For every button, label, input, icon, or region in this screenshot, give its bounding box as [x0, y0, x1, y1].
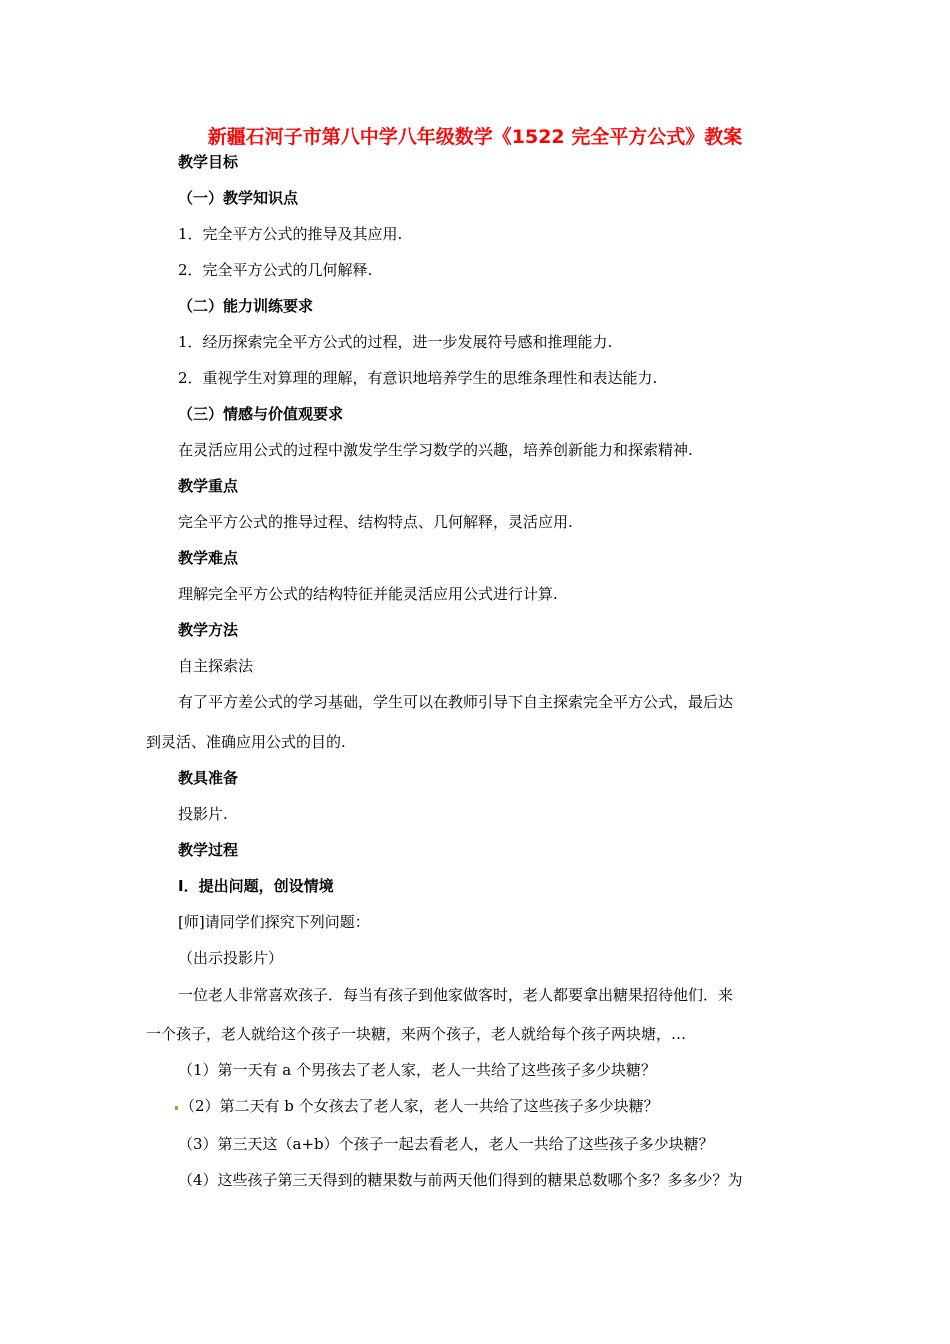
difficulty-text: 理解完全平方公式的结构特征并能灵活应用公式进行计算.: [178, 585, 558, 603]
story-line-2: 一个孩子，老人就给这个孩子一块糖，来两个孩子，老人就给每个孩子两块塘，…: [146, 1025, 687, 1043]
emotion-text: 在灵活应用公式的过程中激发学生学习数学的兴趣，培养创新能力和探索精神.: [178, 441, 693, 459]
tools-heading: 教具准备: [178, 769, 239, 787]
ability-item-2: 2．重视学生对算理的理解，有意识地培养学生的思维条理性和表达能力.: [178, 369, 658, 387]
method-heading: 教学方法: [178, 621, 239, 639]
emotion-heading: （三）情感与价值观要求: [178, 405, 344, 423]
objectives-heading: 教学目标: [178, 153, 239, 171]
difficulty-heading: 教学难点: [178, 549, 239, 567]
teacher-prompt: [师]请同学们探究下列问题：: [178, 913, 370, 931]
document-title: 新疆石河子市第八中学八年级数学《1522 完全平方公式》教案: [207, 126, 743, 148]
knowledge-item-2: 2．完全平方公式的几何解释.: [178, 261, 373, 279]
step-1-heading: Ⅰ．提出问题，创设情境: [178, 877, 334, 895]
knowledge-heading: （一）教学知识点: [178, 189, 299, 207]
keypoint-text: 完全平方公式的推导过程、结构特点、几何解释，灵活应用.: [178, 513, 573, 531]
process-heading: 教学过程: [178, 841, 239, 859]
tools-text: 投影片.: [178, 805, 228, 823]
ability-heading: （二）能力训练要求: [178, 297, 314, 315]
question-3: （3）第三天这（a+b）个孩子一起去看老人，老人一共给了这些孩子多少块糖？: [178, 1135, 714, 1153]
question-2: （2）第二天有 b 个女孩去了老人家，老人一共给了这些孩子多少块糖？: [180, 1097, 659, 1115]
ability-item-1: 1．经历探索完全平方公式的过程，进一步发展符号感和推理能力.: [178, 333, 613, 351]
question-1: （1）第一天有 a 个男孩去了老人家，老人一共给了这些孩子多少块糖？: [178, 1061, 657, 1079]
method-text: 自主探索法: [178, 657, 254, 675]
margin-marker: [175, 1106, 178, 1110]
method-desc-line-1: 有了平方差公式的学习基础，学生可以在教师引导下自主探索完全平方公式，最后达: [178, 693, 734, 711]
story-line-1: 一位老人非常喜欢孩子．每当有孩子到他家做客时，老人都要拿出糖果招待他们．来: [178, 986, 734, 1004]
method-desc-line-2: 到灵活、准确应用公式的目的.: [146, 733, 346, 751]
question-4: （4）这些孩子第三天得到的糖果数与前两天他们得到的糖果总数哪个多？多多少？为: [178, 1171, 743, 1189]
keypoint-heading: 教学重点: [178, 477, 239, 495]
show-slide-note: （出示投影片）: [178, 949, 284, 967]
knowledge-item-1: 1．完全平方公式的推导及其应用.: [178, 225, 403, 243]
